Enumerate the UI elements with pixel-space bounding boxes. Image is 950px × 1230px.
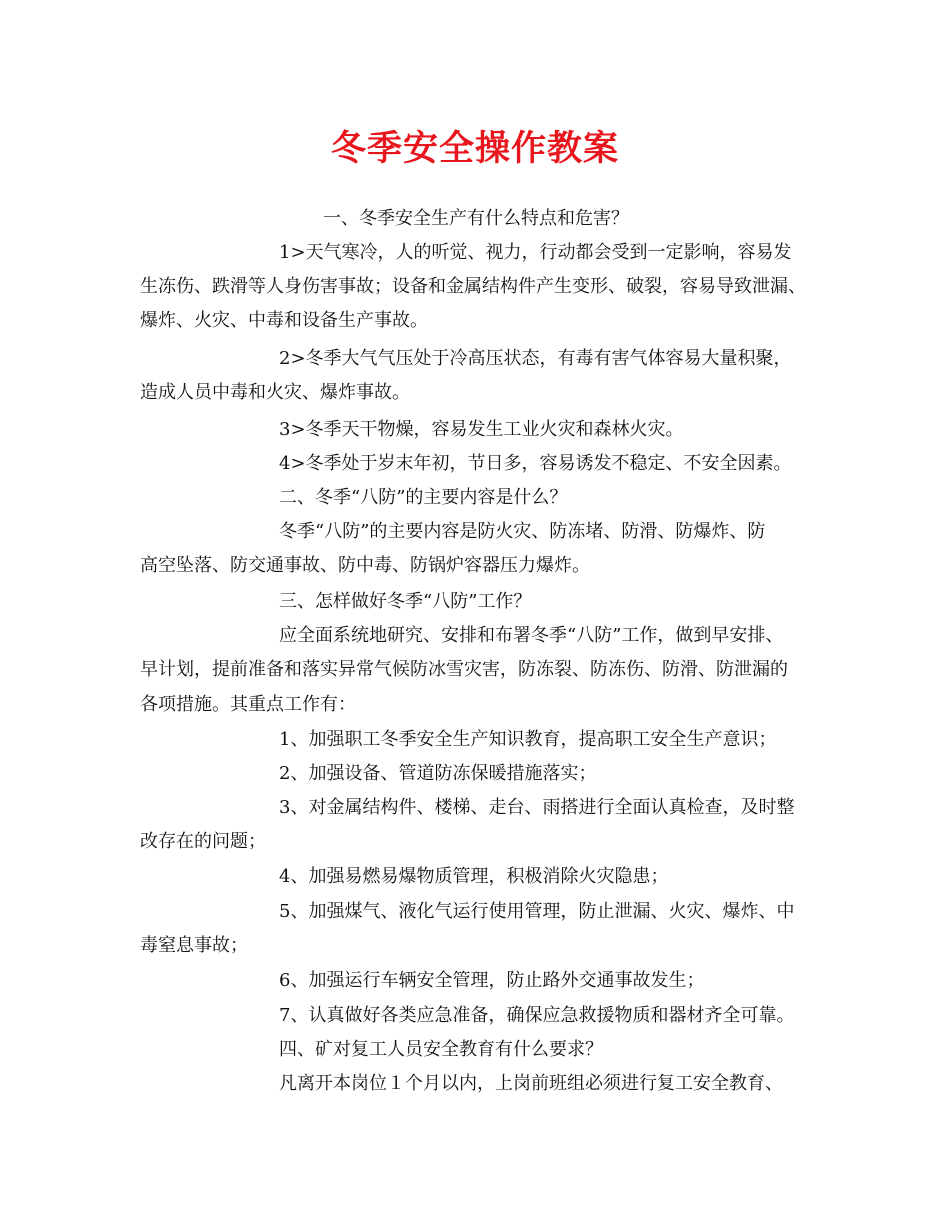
document-title: 冬季安全操作教案 [330,129,619,169]
paragraph-line: 爆炸、火灾、中毒和设备生产事故。 [140,310,428,331]
list-item-continuation: 改存在的问题； [140,831,266,852]
list-item: 2、加强设备、管道防冻保暖措施落实； [279,763,597,784]
paragraph-line: 4>冬季处于岁末年初，节日多，容易诱发不稳定、不安全因素。 [279,453,792,474]
list-item: 7、认真做好各类应急准备，确保应急救援物质和器材齐全可靠。 [279,1005,795,1026]
paragraph-line: 2>冬季大气气压处于冷高压状态，有毒有害气体容易大量积聚， [279,348,792,369]
list-item: 6、加强运行车辆安全管理，防止路外交通事故发生； [279,970,705,991]
paragraph-line: 高空坠落、防交通事故、防中毒、防锅炉容器压力爆炸。 [140,555,590,576]
paragraph-line: 凡离开本岗位１个月以内，上岗前班组必须进行复工安全教育、 [279,1073,783,1094]
paragraph-line: 造成人员中毒和火灾、爆炸事故。 [140,382,410,403]
section-heading-3: 三、怎样做好冬季“八防”工作？ [279,591,532,612]
list-item: 1、加强职工冬季安全生产知识教育，提高职工安全生产意识； [279,729,777,750]
section-heading-2: 二、冬季“八防”的主要内容是什么？ [279,487,568,508]
paragraph-line: 各项措施。其重点工作有： [140,694,356,715]
paragraph-line: 应全面系统地研究、安排和布署冬季“八防”工作，做到早安排、 [279,625,784,646]
list-item-continuation: 毒窒息事故； [140,935,248,956]
list-item: 3、对金属结构件、楼梯、走台、雨搭进行全面认真检查，及时整 [279,797,795,818]
list-item: 4、加强易燃易爆物质管理，积极消除火灾隐患； [279,866,669,887]
paragraph-line: 1>天气寒冷，人的听觉、视力，行动都会受到一定影响，容易发 [279,242,792,263]
list-item: 5、加强煤气、液化气运行使用管理，防止泄漏、火灾、爆炸、中 [279,901,795,922]
paragraph-line: 早计划，提前准备和落实异常气候防冰雪灾害，防冻裂、防冻伤、防滑、防泄漏的 [140,659,788,680]
paragraph-line: 生冻伤、跌滑等人身伤害事故；设备和金属结构件产生变形、破裂，容易导致泄漏、 [140,276,806,297]
section-heading-1: 一、冬季安全生产有什么特点和危害？ [323,208,629,229]
paragraph-line: 冬季“八防”的主要内容是防火灾、防冻堵、防滑、防爆炸、防 [279,521,766,542]
section-heading-4: 四、矿对复工人员安全教育有什么要求？ [279,1039,603,1060]
paragraph-line: 3>冬季天干物燥，容易发生工业火灾和森林火灾。 [279,419,684,440]
